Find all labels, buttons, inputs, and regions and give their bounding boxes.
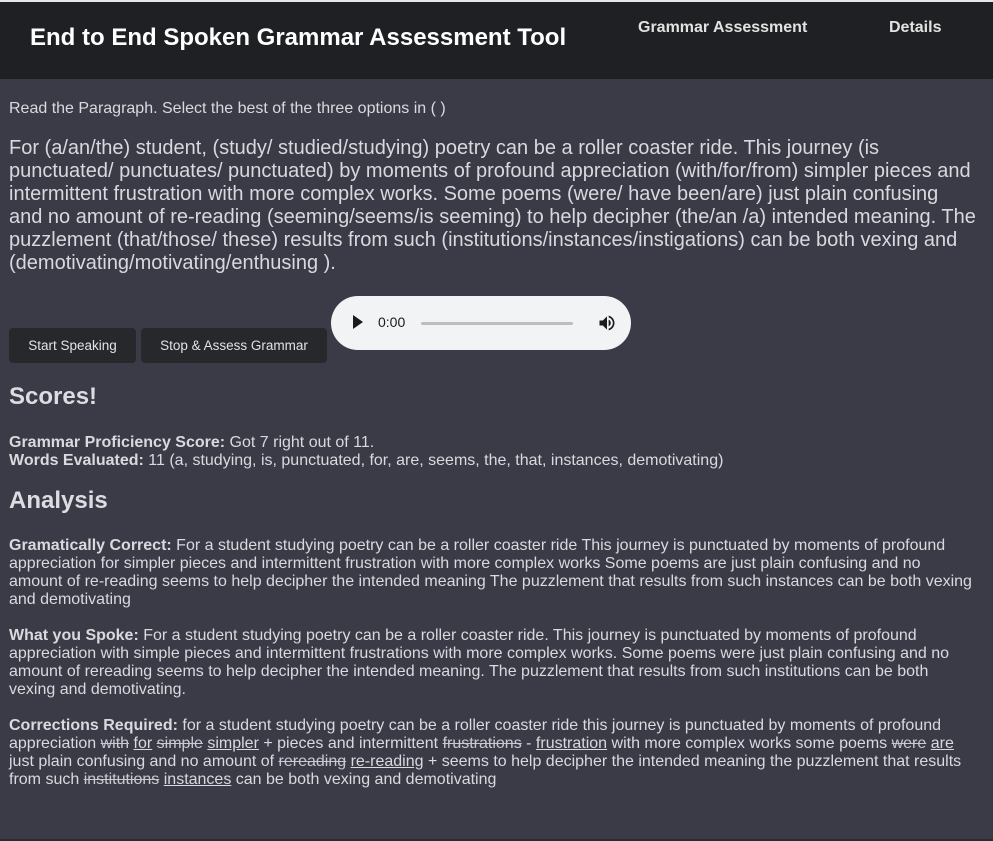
correct-label: Gramatically Correct: <box>9 537 172 554</box>
instruction-text: Read the Paragraph. Select the best of the three options in ( ) <box>9 100 446 117</box>
corrections-text: with more complex works some poems <box>607 735 892 752</box>
deleted-word: rereading <box>278 753 347 770</box>
score-lines <box>9 434 977 470</box>
deleted-word: frustrations <box>442 735 522 752</box>
correct-text: For a student studying poetry can be a roller coaster ride This journey is punctuated by moments of profound appreciation for simpler pieces and intermittent frustration with more complex works Some poems are just plain confusing and no amount of re-reading seems to help decipher the intended meaning The puzzlement that results from such instances can be both vexing and demotivating <box>9 537 972 608</box>
deleted-word: institutions <box>83 771 160 788</box>
scores-heading: Scores! <box>9 383 98 410</box>
start-speaking-button[interactable]: Start Speaking <box>9 328 136 363</box>
app-title: End to End Spoken Grammar Assessment Tool <box>30 24 567 51</box>
deleted-word: were <box>891 735 927 752</box>
nav-grammar-assessment[interactable]: Grammar Assessment <box>638 19 808 36</box>
inserted-word: frustration <box>535 735 608 752</box>
inserted-word: instances <box>163 771 232 788</box>
words-evaluated <box>9 452 977 470</box>
recording-controls <box>9 296 709 366</box>
scores-section <box>9 383 977 470</box>
inserted-word: for <box>133 735 153 752</box>
spoke-label: What you Spoke: <box>9 627 139 644</box>
analysis-heading: Analysis <box>9 487 108 514</box>
nav-details[interactable]: Details <box>889 19 942 36</box>
corrections-label: Corrections Required: <box>9 717 178 734</box>
grammatically-correct-block <box>9 537 977 609</box>
app-header <box>0 2 993 79</box>
proficiency-value: Got 7 right out of 11. <box>225 434 375 451</box>
corrections-text: + pieces and intermittent <box>258 735 443 752</box>
deleted-word: simple <box>156 735 203 752</box>
volume-icon[interactable] <box>597 313 617 333</box>
evaluated-label: Words Evaluated: <box>9 452 144 469</box>
evaluated-value: 11 (a, studying, is, punctuated, for, are, seems, the, that, instances, demotivating) <box>143 452 724 469</box>
inserted-word: re-reading <box>350 753 424 770</box>
audio-player <box>331 296 631 350</box>
corrections-text: can be both vexing and demotivating <box>231 771 497 788</box>
play-icon[interactable] <box>353 315 363 329</box>
audio-time: 0:00 <box>378 314 406 330</box>
spoke-text: For a student studying poetry can be a roller coaster ride. This journey is punctuated by moments of profound appreciation with simple pieces and intermittent frustrations with more complex works. Some poems were just plain confusing and no amount of rereading seems to help decipher the intended meaning. The puzzlement that results from such institutions can be both vexing and demotivating. <box>9 627 949 698</box>
what-you-spoke-block <box>9 627 977 699</box>
assessment-section <box>9 99 977 275</box>
corrections-text: - <box>521 735 536 752</box>
corrections-block <box>9 717 977 789</box>
inserted-word: are <box>930 735 954 752</box>
corrections-text: for a student studying poetry can be a roller coaster ride this journey is punctuated by moments of profound appreciation <box>9 717 942 752</box>
corrections-text: just plain confusing and no amount of <box>9 753 279 770</box>
proficiency-label: Grammar Proficiency Score: <box>9 434 226 451</box>
reading-paragraph: For (a/an/the) student, (study/ studied/studying) poetry can be a roller coaster ride. This journey (is punctuated/ punctuates/ punctuated) by moments of profound appreciation (with/for/from) simpler pieces and intermittent frustration with more complex works. Some poems (were/ have been/are) just plain confusing and no amount of re-reading (seeming/seems/is seeming) to help decipher (the/an /a) intended meaning. The puzzlement (that/those/ these) results from such (institutions/instances/instigations) can be both vexing and (demotivating/motivating/enthusing ). <box>9 137 976 274</box>
stop-assess-button[interactable]: Stop & Assess Grammar <box>141 328 327 363</box>
corrections-text: + seems to help decipher the intended meaning the puzzlement that results from such <box>9 753 962 788</box>
deleted-word: with <box>100 735 130 752</box>
audio-seek-bar[interactable] <box>421 322 573 325</box>
proficiency-score <box>9 434 977 452</box>
analysis-section <box>9 487 977 789</box>
inserted-word: simpler <box>207 735 259 752</box>
